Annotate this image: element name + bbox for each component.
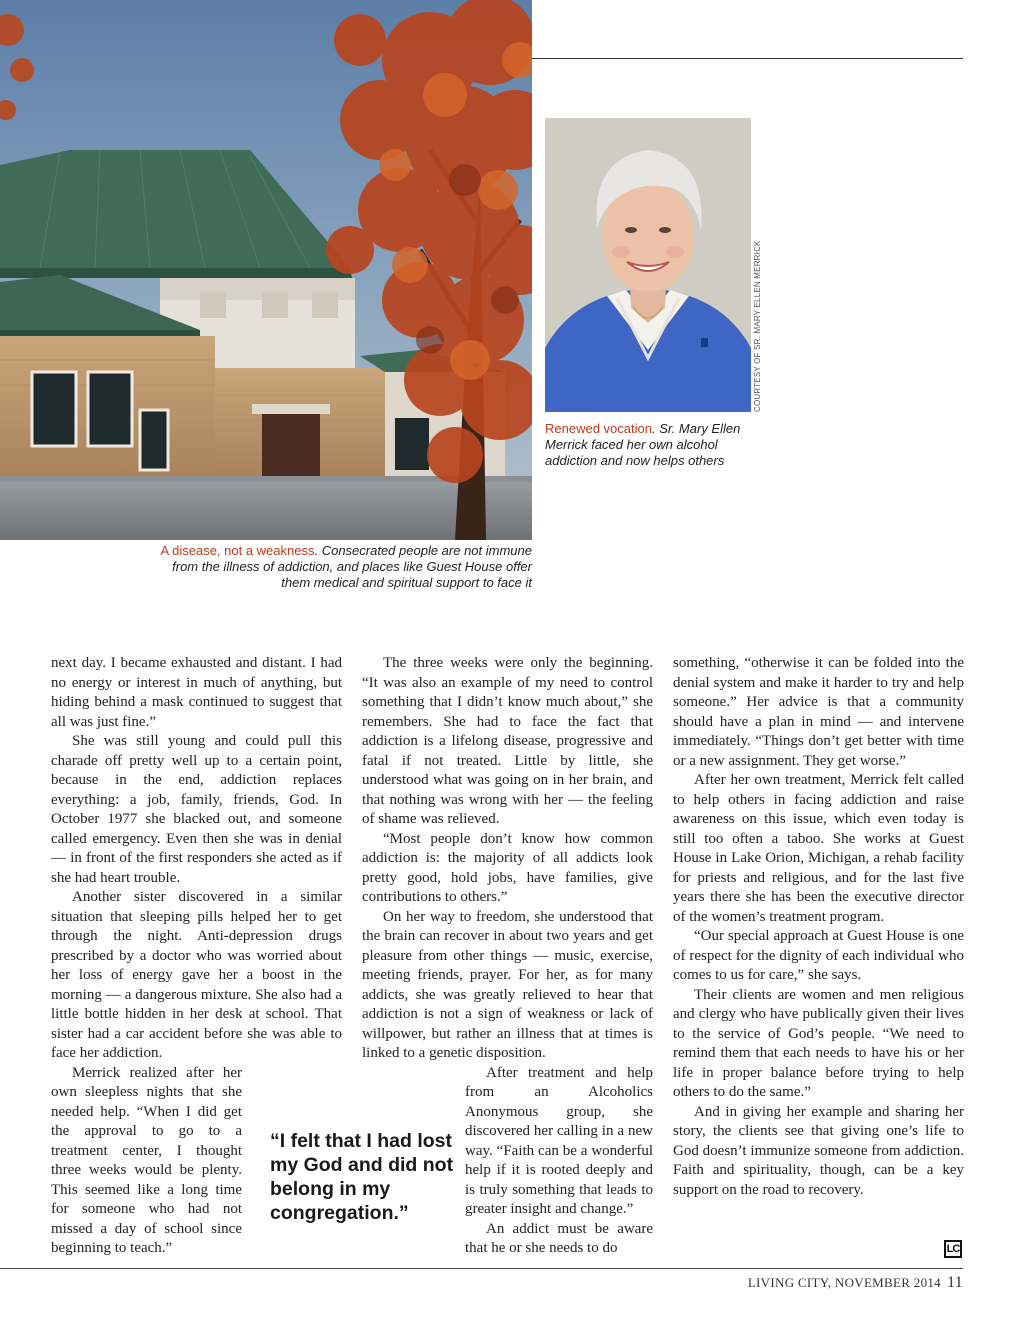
body-paragraph: After her own treatment, Merrick felt called to help others in facing addiction and raise awareness on this issue, which even today is still too often a taboo. She works at Guest House in Lake Orion, Michigan, a rehab facility for priests and religious, and for the last five years there she has been the executive director of the women’s treatment program. (673, 772, 964, 925)
building-photo (0, 0, 532, 540)
portrait-photo (545, 118, 751, 412)
publication-name: LIVING CITY, NOVEMBER 2014 (747, 1275, 941, 1290)
building-caption-title: A disease, not a weakness (160, 543, 315, 558)
building-caption-text: . Consecrated people are not immune from the illness of addiction, and places like Guest House offer them medical and spiritual support to face it (172, 543, 532, 590)
body-paragraph: Their clients are women and men religious and clergy who have publically given their lives to the service of God’s people. “We need to remind them that each needs to have his or her life in proper balance before trying to help others to do the same.” (673, 986, 964, 1100)
body-paragraph: On her way to freedom, she understood that the brain can recover in about two years and get pleasure from other things — music, exercise, meeting friends, prayer. For her, as for many addicts, she was greatly relieved to hear that addiction is not a sign of weakness or lack of willpower, but rather an illness that at times is linked to a genetic disposition. (362, 908, 653, 1061)
top-rule (532, 58, 963, 59)
photo-credit: COURTESY OF SR. MARY ELLEN MERRICK (753, 240, 762, 412)
body-paragraph: After treatment and help from an Alcoholics Anonymous group, she discovered her calling in a new way. “Faith can be a wonderful help if it is rooted deeply and is truly something that leads to greater insight and change.” (465, 1064, 653, 1217)
body-paragraph: something, “otherwise it can be folded into the denial system and make it harder to try and help someone.” Her advice is that a community should have a plan in mind — and intervene immediately. “Things don’t get better with time or a new assignment. They get worse.” (673, 655, 964, 769)
portrait-caption (545, 421, 750, 469)
body-paragraph: She was still young and could pull this charade off pretty well up to a certain point, because in the end, addiction replaces everything: a job, family, friends, God. In October 1977 she blacked out, and someone called emergency. Even then she was in denial — in front of the first responders she acted as if she had heart trouble. (51, 733, 342, 886)
end-mark-logo: LC (944, 1240, 962, 1258)
body-paragraph: Another sister discovered in a similar situation that sleeping pills helped her to get through the night. Anti-depression drugs prescribed by a doctor who was worried about her loss of energy gave her a boost in the morning — a dangerous mixture. She also had a little bottle hidden in her desk at school. That sister had a car accident before she was able to face her addiction. (51, 889, 342, 1061)
footer-rule (0, 1268, 963, 1269)
body-paragraph: The three weeks were only the beginning. “It was also an example of my need to control something that I didn’t know much about,” she remembers. She had to face the fact that addiction is a lifelong disease, progressive and fatal if not treated. Little by little, she understood what was going on in her brain, and that nothing was wrong with her — the feeling of shame was relieved. (362, 655, 653, 827)
page-footer (700, 1274, 963, 1292)
pull-quote: “I felt that I had lost my God and did not belong in my congregation.” (270, 1130, 454, 1224)
article-column-3 (673, 654, 964, 1200)
body-paragraph: next day. I became exhausted and distant. I had no energy or interest in much of anything, but hiding behind a mask continued to suggest that all was just fine.” (51, 655, 342, 730)
body-paragraph: An addict must be aware that he or she needs to do (465, 1220, 653, 1256)
body-paragraph: Merrick realized after her own sleepless nights that she needed help. “When I did get the approval to go to a treatment center, I thought three weeks would be plenty. This seemed like a long time for someone who had not missed a day of school since beginning to teach.” (51, 1064, 242, 1256)
body-paragraph: “Our special approach at Guest House is one of respect for the dignity of each individual who comes to us for care,” she says. (673, 928, 964, 983)
page-number: 11 (946, 1274, 963, 1291)
body-paragraph: “Most people don’t know how common addiction is: the majority of all addicts look pretty good, hold jobs, have families, give contributions to others.” (362, 830, 653, 905)
portrait-caption-text: . Sr. Mary Ellen Merrick faced her own alcohol addiction and now helps others (545, 421, 741, 468)
body-paragraph: And in giving her example and sharing her story, the clients see that giving one’s life to God doesn’t immunize someone from addiction. Faith and spirituality, though, can be a key support on the road to recovery. (673, 1103, 964, 1198)
building-caption (150, 543, 532, 591)
portrait-caption-title: Renewed vocation (545, 421, 652, 436)
